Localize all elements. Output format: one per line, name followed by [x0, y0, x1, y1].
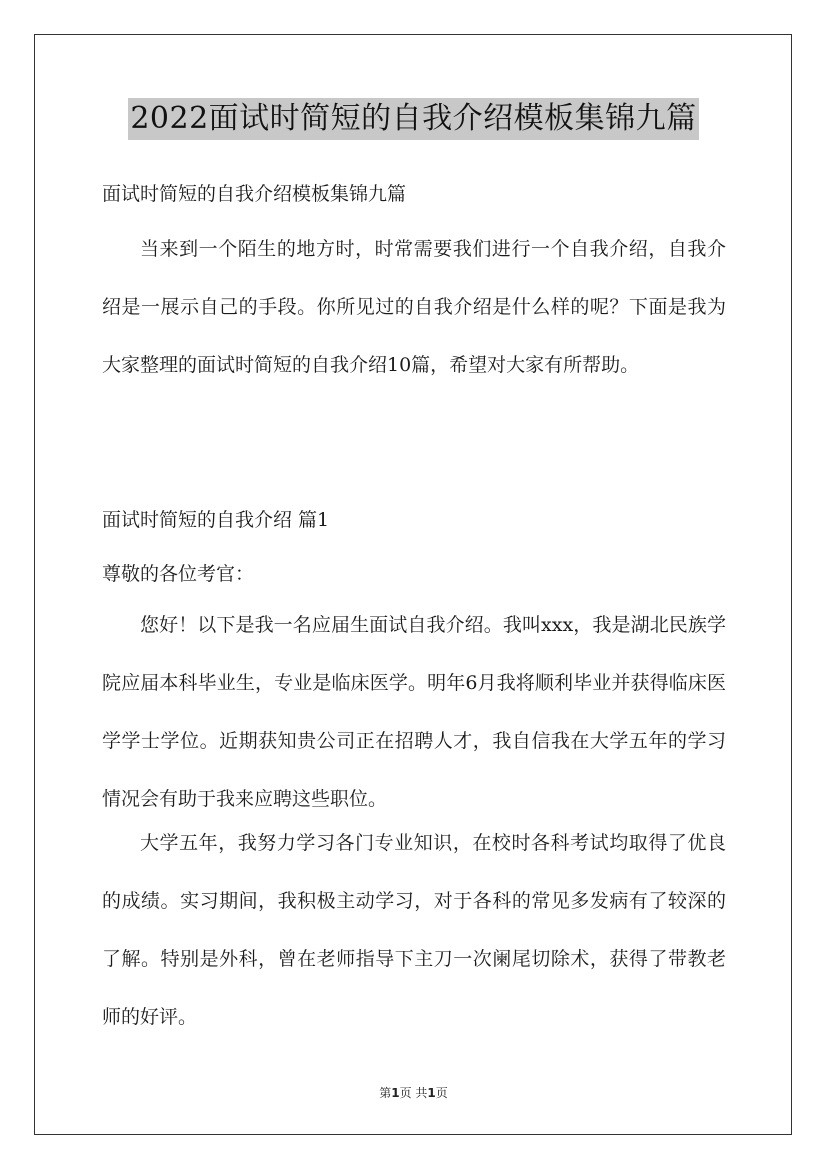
- paragraph-1: 您好！以下是我一名应届生面试自我介绍。我叫xxx，我是湖北民族学院应届本科毕业生，专业是临床医学。明年6月我将顺利毕业并获得临床医学学士学位。近期获知贵公司正在招聘人才，我自信我在大学五年的学习情况会有助于我来应聘这些职位。: [102, 614, 726, 810]
- document-subtitle: 面试时简短的自我介绍模板集锦九篇: [102, 183, 407, 205]
- intro-paragraph: 当来到一个陌生的地方时，时常需要我们进行一个自我介绍，自我介绍是一展示自己的手段。你所见过的自我介绍是什么样的呢？下面是我为大家整理的面试时简短的自我介绍10篇，希望对大家有所帮助。: [102, 238, 726, 376]
- paragraph-2: 大学五年，我努力学习各门专业知识，在校时各科考试均取得了优良的成绩。实习期间，我积极主动学习，对于各科的常见多发病有了较深的了解。特别是外科，曾在老师指导下主刀一次阑尾切除术，获得了带教老师的好评。: [102, 832, 726, 1028]
- footer-suffix: 页: [435, 1086, 448, 1100]
- footer-mid: 页 共: [399, 1086, 428, 1100]
- footer-page-total: 1: [427, 1086, 436, 1100]
- document-title: 2022面试时简短的自我介绍模板集锦九篇: [128, 98, 698, 140]
- footer-prefix: 第: [379, 1086, 392, 1100]
- page-footer: [0, 1084, 827, 1101]
- section-heading: 面试时简短的自我介绍 篇1: [102, 509, 330, 531]
- salutation: 尊敬的各位考官：: [102, 563, 255, 585]
- title-container: [0, 98, 827, 140]
- footer-page-current: 1: [391, 1086, 400, 1100]
